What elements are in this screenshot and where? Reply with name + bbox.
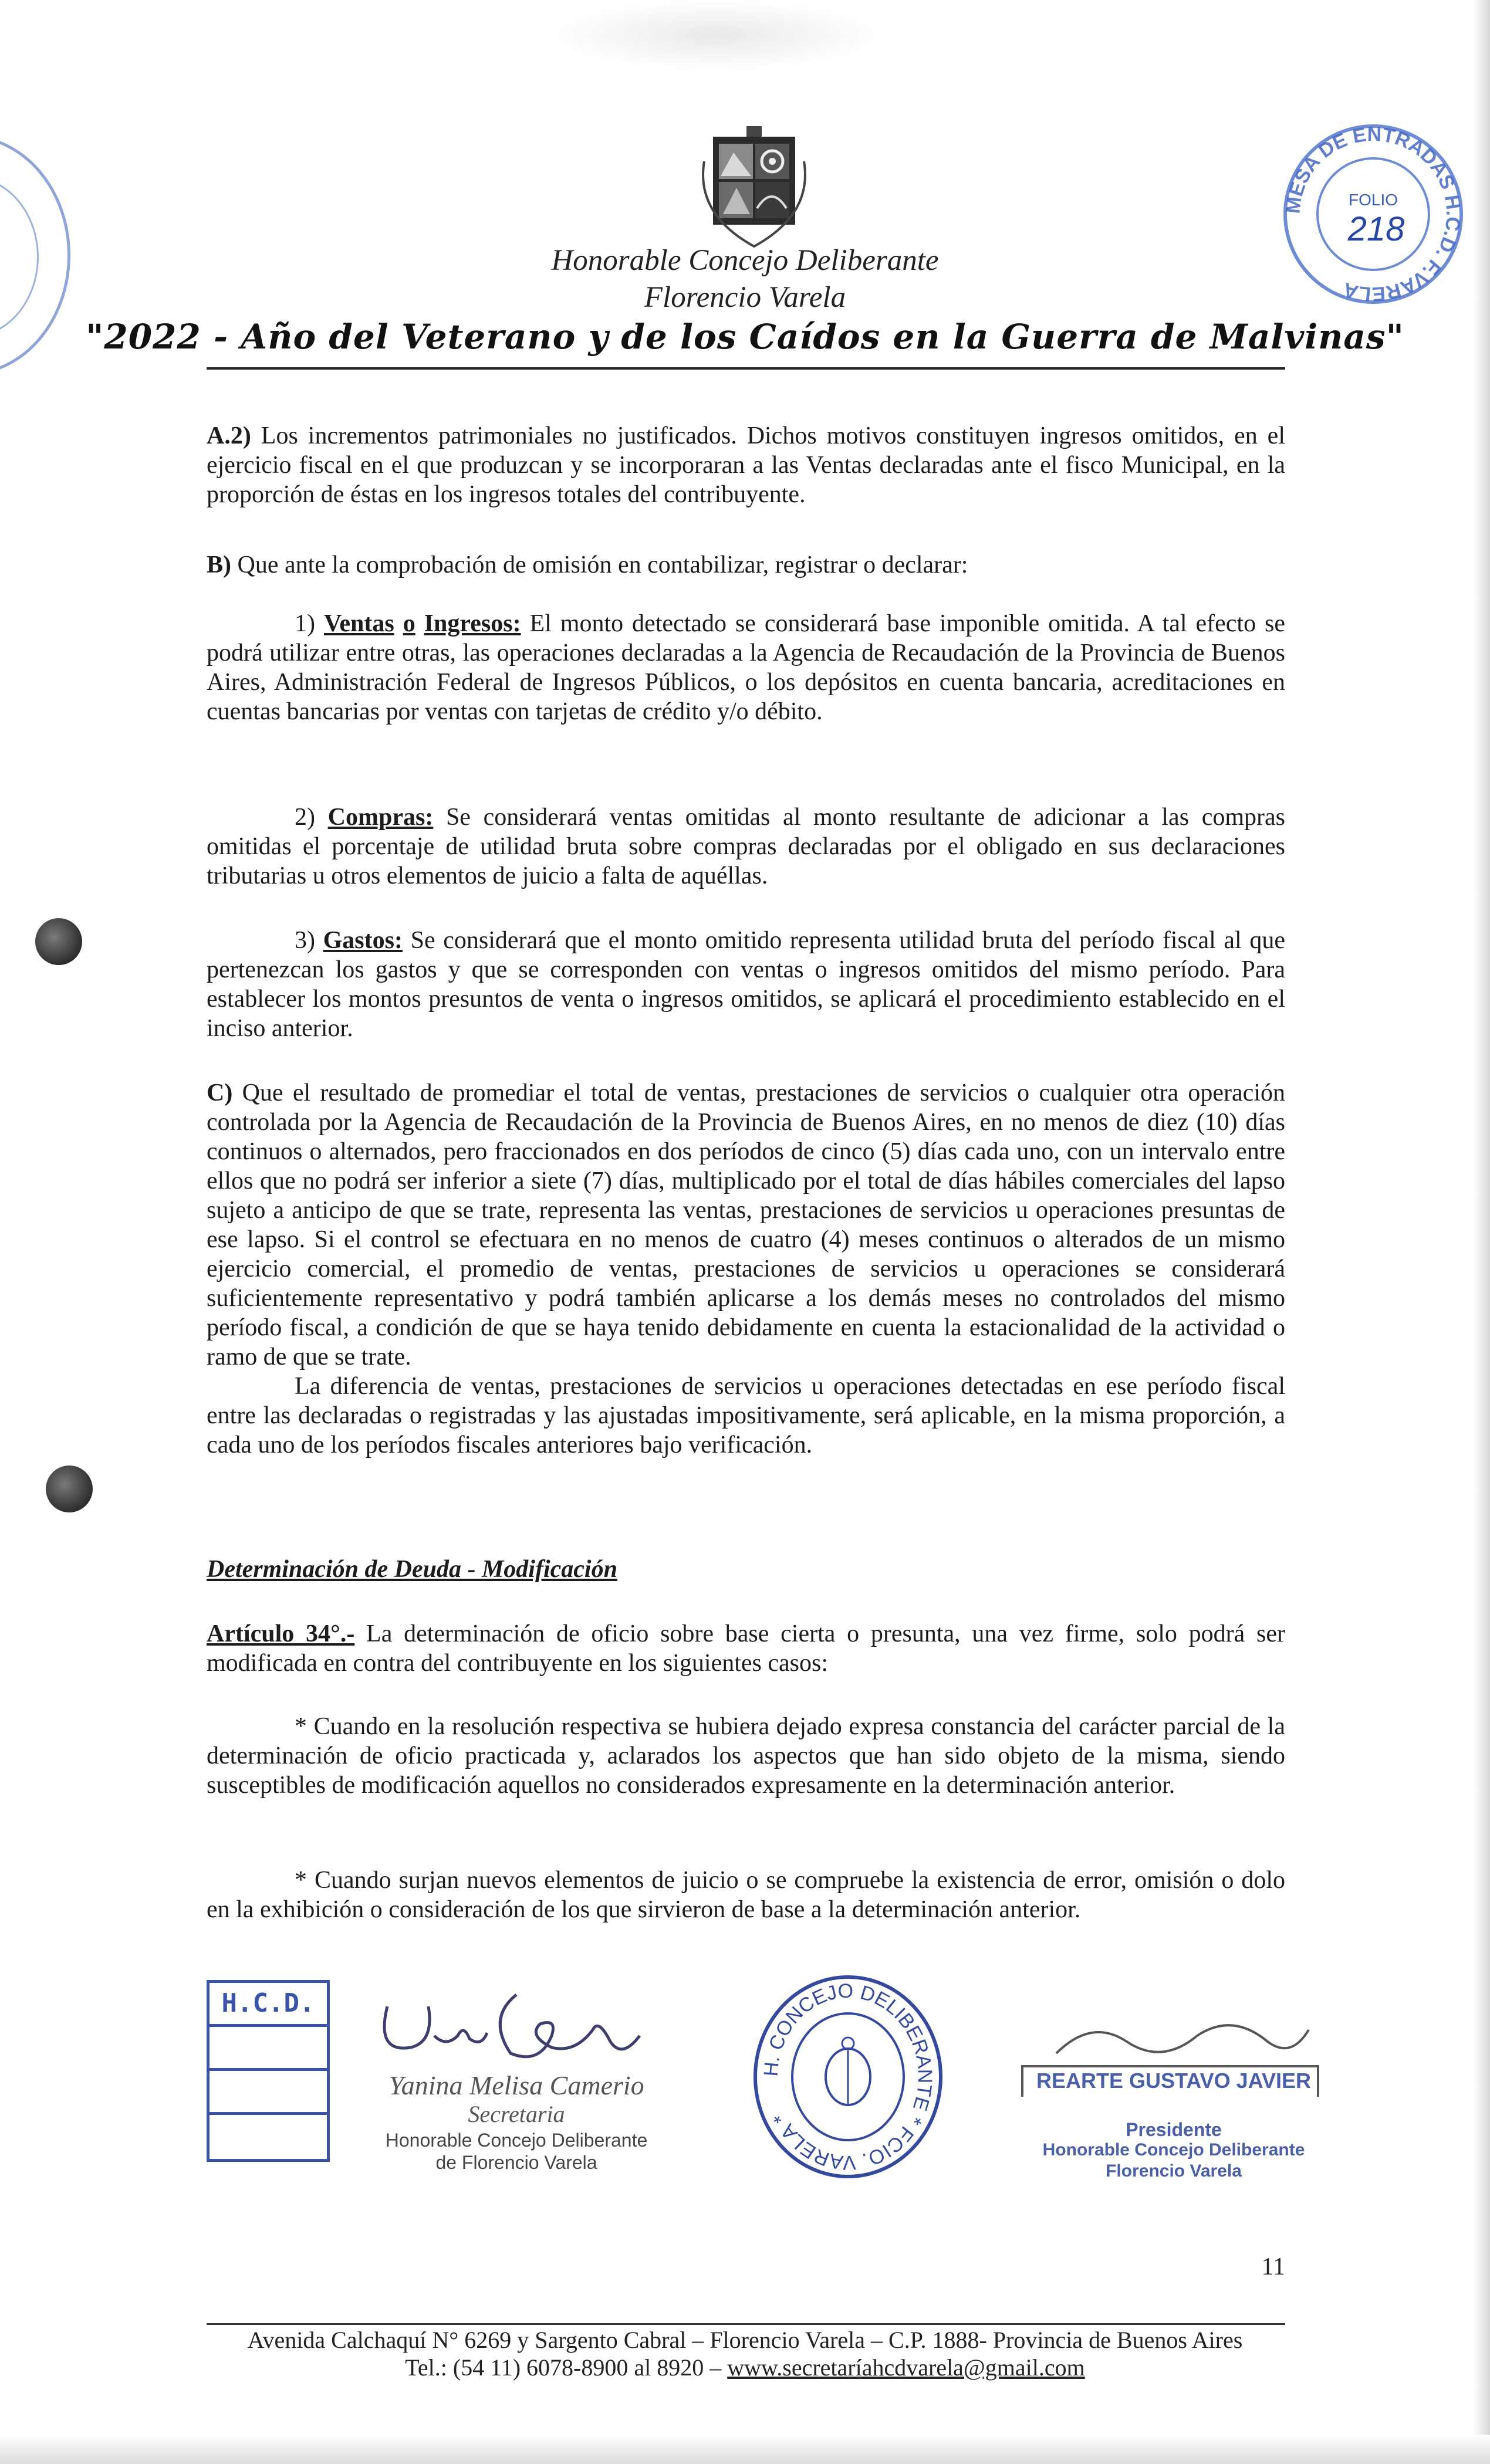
item1-title-o: o bbox=[403, 610, 415, 637]
municipal-coat-of-arms-logo bbox=[692, 126, 816, 258]
signer-2-name: REARTE GUSTAVO JAVIER bbox=[1036, 2069, 1312, 2093]
signature-1-handwriting bbox=[364, 1983, 669, 2071]
header-divider bbox=[207, 367, 1285, 370]
paragraph-bullet-2 bbox=[207, 1866, 1285, 1924]
signer-1-name: Yanina Melisa Camerio bbox=[388, 2070, 644, 2100]
item2-text: Se considerará ventas omitidas al monto resultante de adicionar a las compras omitidas el porcentaje de utilidad bruta sobre compras declaradas por el obligado en sus declaraciones tributarias u otros elementos de juicio a falta de aquéllas. bbox=[207, 804, 1285, 889]
bullet-1-text: * Cuando en la resolución respectiva se hubiera dejado expresa constancia del carácter parcial de la determinación de oficio practicada y, aclarados los aspectos que han sido objeto de la misma, siendo susceptibles de modificación aquellos no considerados expresamente en la determinación anterior. bbox=[207, 1713, 1285, 1799]
concejo-round-stamp bbox=[751, 1974, 945, 2179]
header-institution-name: Honorable Concejo Deliberante bbox=[551, 244, 939, 277]
binder-hole-top bbox=[35, 918, 82, 965]
header-motto: "2022 - Año del Veterano y de los Caídos en la Guerra de Malvinas" bbox=[86, 317, 1404, 357]
hcd-box-row-line bbox=[210, 2112, 327, 2115]
item2-number: 2) bbox=[295, 804, 328, 831]
item3-number: 3) bbox=[295, 927, 323, 954]
signer-2-org-line2: Florencio Varela bbox=[1106, 2161, 1242, 2181]
section-heading-wrap bbox=[207, 1555, 1285, 1584]
section-heading: Determinación de Deuda - Modificación bbox=[207, 1556, 617, 1583]
article-text: La determinación de oficio sobre base cierta o presunta, una vez firme, solo podrá ser modificada en contra del contribuyente en los siguientes casos: bbox=[207, 1620, 1285, 1677]
header-city-name: Florencio Varela bbox=[644, 281, 846, 314]
signer-1-org-line2: de Florencio Varela bbox=[435, 2152, 597, 2173]
footer-address: Avenida Calchaquí N° 6269 y Sargento Cabral – Florencio Varela – C.P. 1888- Provincia de Buenos Aires bbox=[247, 2327, 1243, 2353]
page-number: 11 bbox=[1261, 2253, 1285, 2280]
page-bottom-shadow bbox=[0, 2435, 1490, 2464]
paragraph-a2 bbox=[207, 421, 1285, 509]
signature-2-handwriting bbox=[1045, 2006, 1315, 2071]
a2-label: A.2) bbox=[207, 422, 251, 449]
item1-title-ingresos: Ingresos: bbox=[424, 610, 521, 637]
paragraph-item-2 bbox=[207, 803, 1285, 891]
bullet-2-text: * Cuando surjan nuevos elementos de juicio o se compruebe la existencia de error, omisión o dolo en la exhibición o consideración de los que sirvieron de base a la determinación anterior. bbox=[207, 1867, 1285, 1923]
folio-label: FOLIO bbox=[1348, 191, 1398, 209]
page-edge-shadow bbox=[1474, 0, 1490, 2464]
item1-number: 1) bbox=[295, 610, 324, 637]
paragraph-b bbox=[207, 550, 1285, 580]
paragraph-article-34 bbox=[207, 1619, 1285, 1678]
hcd-box-title: H.C.D. bbox=[210, 1983, 327, 2027]
item1-text: El monto detectado se considerará base imponible omitida. A tal efecto se podrá utilizar entre otras, las operaciones declaradas a la Agencia de Recaudación de la Provincia de Buenos Aires, Administración Federal de Ingresos Públicos, o los depósitos en cuenta bancaria, acreditaciones en cuentas bancarias por ventas con tarjetas de crédito y/o débito. bbox=[207, 610, 1285, 725]
footer-phone: Tel.: (54 11) 6078-8900 al 8920 – bbox=[405, 2354, 728, 2381]
item3-text: Se considerará que el monto omitido representa utilidad bruta del período fiscal al que pertenezcan los gastos y que se corresponden con ventas o ingresos omitidos del mismo período. Para establecer los montos presuntos de venta o ingresos omitidos, se aplicará el procedimiento establecido en el inciso anterior. bbox=[207, 927, 1285, 1042]
item1-title-ventas: Ventas bbox=[323, 610, 394, 637]
signer-2-org-line1: Honorable Concejo Deliberante bbox=[1042, 2140, 1305, 2160]
folio-stamp-ring-text: MESA DE ENTRADAS H.C.D. F.VARELA bbox=[1282, 123, 1465, 306]
footer-divider bbox=[207, 2323, 1285, 2325]
article-label: Artículo 34°.- bbox=[207, 1620, 355, 1647]
folio-stamp bbox=[1276, 117, 1470, 311]
footer-email-link[interactable]: www.secretaríahcdvarela@gmail.com bbox=[727, 2354, 1085, 2381]
hcd-box-row-line bbox=[210, 2068, 327, 2071]
binder-hole-bottom bbox=[46, 1465, 93, 1512]
footer-contact bbox=[0, 2354, 1490, 2381]
signer-1-role: Secretaria bbox=[468, 2101, 565, 2127]
signer-1-org-line1: Honorable Concejo Deliberante bbox=[385, 2130, 648, 2151]
item2-title: Compras: bbox=[327, 804, 434, 831]
paragraph-item-1 bbox=[207, 609, 1285, 726]
paragraph-item-3 bbox=[207, 926, 1285, 1043]
a2-text: Los incrementos patrimoniales no justificados. Dichos motivos constituyen ingresos omitidos, en el ejercicio fiscal en el que produzcan y se incorporaran a las Ventas declaradas ante el fisco Municipal, en la proporción de éstas en los ingresos totales del contribuyente. bbox=[207, 422, 1285, 508]
paragraph-c bbox=[207, 1078, 1285, 1460]
round-stamp-text: H. CONCEJO DELIBERANTE * FCIO. VARELA * bbox=[759, 1979, 937, 2174]
signer-2-role: Presidente bbox=[1126, 2119, 1222, 2140]
c-label: C) bbox=[207, 1079, 233, 1106]
item3-title: Gastos: bbox=[323, 927, 403, 954]
scan-smudge bbox=[552, 0, 880, 70]
b-label: B) bbox=[207, 551, 231, 578]
hcd-box-stamp bbox=[207, 1980, 330, 2162]
paragraph-bullet-1 bbox=[207, 1712, 1285, 1800]
folio-number: 218 bbox=[1347, 210, 1405, 248]
c-text-2: La diferencia de ventas, prestaciones de servicios u operaciones detectadas en ese período fiscal entre las declaradas o registradas y las ajustadas impositivamente, será aplicable, en la misma proporción, a cada uno de los períodos fiscales anteriores bajo verificación. bbox=[207, 1373, 1285, 1458]
b-text: Que ante la comprobación de omisión en contabilizar, registrar o declarar: bbox=[231, 551, 968, 578]
c-text: Que el resultado de promediar el total de ventas, prestaciones de servicios o cualquier otra operación controlada por la Agencia de Recaudación de la Provincia de Buenos Aires, en no menos de diez (10) días continuos o alternados, pero fraccionados en dos períodos de cinco (5) días cada uno, con un intervalo entre ellos que no podrá ser inferior a siete (7) días, multiplicado por el total de días hábiles comerciales del lapso sujeto a anticipo de que se trate, representa las ventas, prestaciones de servicios u operaciones presuntas de ese lapso. Si el control se efectuara en no menos de cuatro (4) meses continuos o alterados de un mismo ejercicio comercial, el promedio de ventas, prestaciones de servicios u operaciones se considerará suficientemente representativo y podrá también aplicarse a los demás meses no controlados del mismo período fiscal, a condición de que se haya tenido debidamente en cuenta la estacionalidad de la actividad o ramo de que se trate. bbox=[207, 1079, 1285, 1370]
